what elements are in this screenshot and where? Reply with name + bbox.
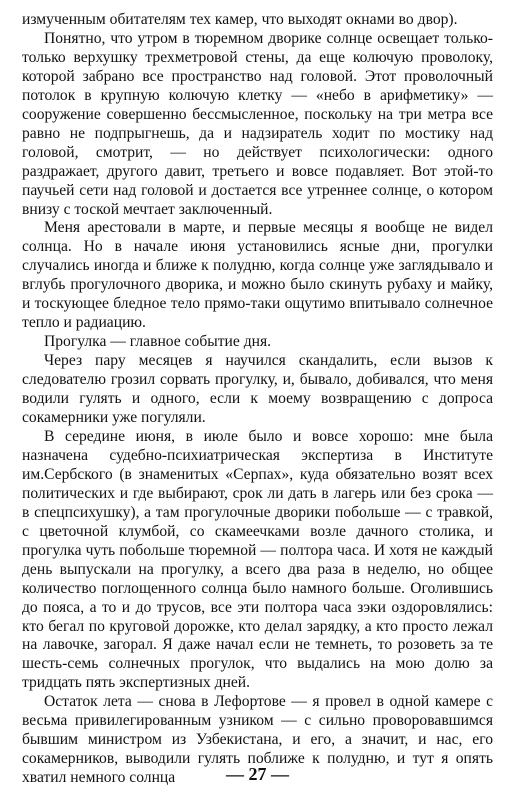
paragraph-4: Прогулка — главное событие дня.	[44, 333, 272, 351]
paragraph-2: Понятно, что утром в тюремном дворике солнце освещает только-только верхушку трехметровой стены, да еще колючую проволоку, которой забрано все пространство над головой. Этот проволочный потолок в крупную колючую клетку — «небо в арифметику» — сооружение совершенно бессмысленное, поскольку на три метра все равно не подпрыгнешь, да и надзиратель ходит по мостику над головой, смотрит, — но действует психологически: одного раздражает, другого давит, третьего и вовсе подавляет. Вот этой-то паучьей сети над головой и достается все утреннее солнце, о котором внизу с тоской мечтает заключенный.	[22, 29, 493, 218]
paragraph-3: Меня арестовали в марте, и первые месяцы я вообще не видел солнца. Но в начале июня установились ясные дни, прогулки случались иногда и ближе к полудню, когда солнце уже заглядывало и вглубь прогулочного дворика, и можно было скинуть рубаху и майку, и тоскующее бледное тело прямо-таки ощутимо впитывало солнечное тепло и радиацию.	[22, 219, 493, 332]
paragraph-1: измученным обитателям тех камер, что выходят окнами во двор).	[22, 11, 458, 28]
paragraph-5: Через пару месяцев я научился скандалить, если вызов к следователю грозил сорвать прогулку, и, бывало, добивался, что меня водили гулять и одного, если к моему возвращению с допроса сокамерники уже погуляли.	[22, 352, 493, 427]
page-number: — 27 —	[226, 764, 289, 784]
paragraph-6: В середине июня, в июле было и вовсе хорошо: мне была назначена судебно-психиатрическая экспертиза в Институте им.Сербского (в знаменитых «Серпах», куда обязательно возят всех политических и где выбирают, срок ли дать в лагерь или без срока — в спецпсихушку), а там прогулочные дворики побольше — с травкой, с цветочной клумбой, со скамеечками возле дачного столика, и прогулка чуть побольше тюремной — полтора часа. И хотя не каждый день выпускали на прогулку, а всего два раза в неделю, но общее количество поглощенного солнца было намного больше. Оголившись до пояса, а то и до трусов, все эти полтора часа зэки оздоровлялись: кто бегал по круговой дорожке, кто делал зарядку, а кто просто лежал на лавочке, загорал. Я даже начал если не темнеть, то розоветь за те шесть-семь солнечных прогулок, что выдались на мою долю за тридцать пять экспертизных дней.	[22, 427, 493, 692]
paragraph-7: Остаток лета — снова в Лефортове — я провел в одной камере с весьма привилегированным узником — с сильно проворовавшимся бывшим министром из Узбекистана, и его, а значит, и нас, его сокамерников, выводили гулять поближе к полудню, и тут я опять хватил немного солнца	[22, 693, 493, 787]
text-column	[22, 11, 493, 788]
